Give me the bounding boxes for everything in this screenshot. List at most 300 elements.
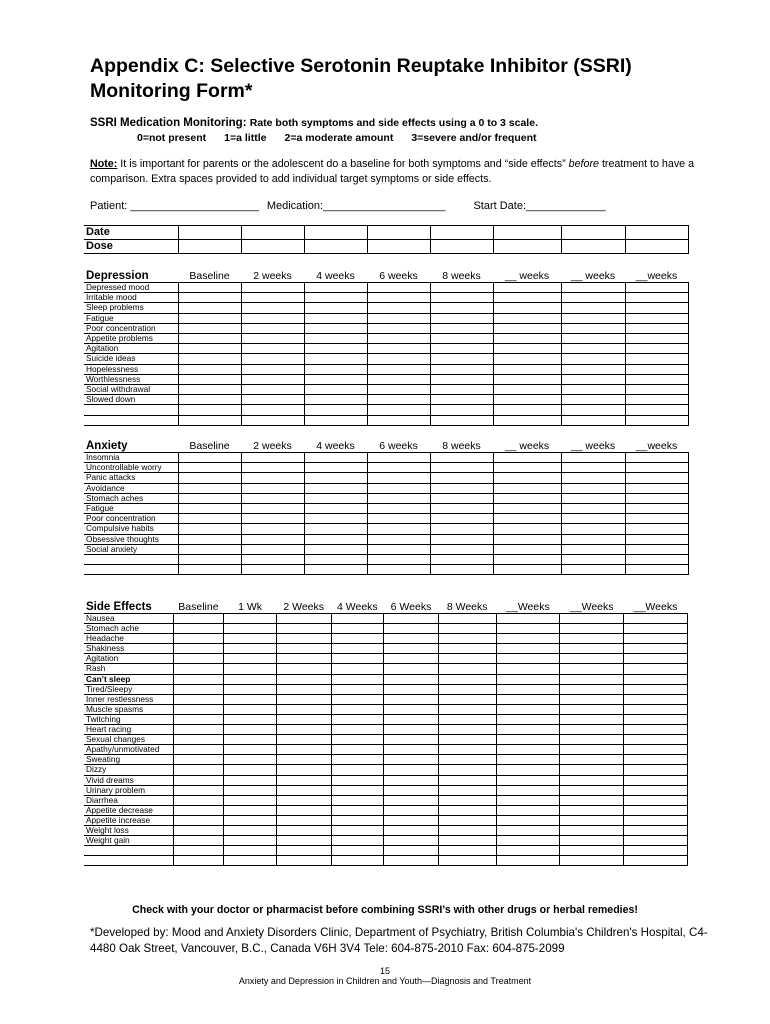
rating-cell[interactable]: [304, 385, 367, 395]
rating-cell[interactable]: [438, 684, 496, 694]
rating-cell[interactable]: [276, 674, 331, 684]
rating-cell[interactable]: [561, 364, 625, 374]
rating-cell[interactable]: [493, 323, 561, 333]
rating-cell[interactable]: [173, 785, 224, 795]
rating-cell[interactable]: [367, 405, 430, 415]
rating-cell[interactable]: [241, 483, 304, 493]
rating-cell[interactable]: [625, 453, 688, 463]
rating-cell[interactable]: [496, 846, 560, 856]
rating-cell[interactable]: [624, 745, 688, 755]
rating-cell[interactable]: [561, 303, 625, 313]
rating-cell[interactable]: [561, 385, 625, 395]
rating-cell[interactable]: [496, 755, 560, 765]
rating-cell[interactable]: [304, 453, 367, 463]
rating-cell[interactable]: [384, 795, 439, 805]
rating-cell[interactable]: [331, 644, 384, 654]
rating-cell[interactable]: [367, 544, 430, 554]
rating-cell[interactable]: [560, 856, 624, 866]
rating-cell[interactable]: [367, 514, 430, 524]
rating-cell[interactable]: [304, 463, 367, 473]
rating-cell[interactable]: [304, 395, 367, 405]
rating-cell[interactable]: [438, 775, 496, 785]
rating-cell[interactable]: [178, 283, 241, 293]
rating-cell[interactable]: [560, 624, 624, 634]
entry-cell[interactable]: [625, 240, 688, 254]
rating-cell[interactable]: [384, 674, 439, 684]
rating-cell[interactable]: [367, 395, 430, 405]
rating-cell[interactable]: [430, 493, 493, 503]
rating-cell[interactable]: [367, 334, 430, 344]
rating-cell[interactable]: [276, 694, 331, 704]
rating-cell[interactable]: [384, 856, 439, 866]
rating-cell[interactable]: [241, 385, 304, 395]
rating-cell[interactable]: [367, 555, 430, 565]
rating-cell[interactable]: [241, 303, 304, 313]
rating-cell[interactable]: [173, 664, 224, 674]
rating-cell[interactable]: [178, 483, 241, 493]
rating-cell[interactable]: [561, 493, 625, 503]
rating-cell[interactable]: [331, 755, 384, 765]
rating-cell[interactable]: [178, 524, 241, 534]
rating-cell[interactable]: [438, 644, 496, 654]
rating-cell[interactable]: [384, 836, 439, 846]
rating-cell[interactable]: [560, 836, 624, 846]
rating-cell[interactable]: [493, 524, 561, 534]
rating-cell[interactable]: [560, 664, 624, 674]
entry-cell[interactable]: [430, 240, 493, 254]
rating-cell[interactable]: [624, 634, 688, 644]
rating-cell[interactable]: [304, 334, 367, 344]
rating-cell[interactable]: [173, 755, 224, 765]
rating-cell[interactable]: [331, 745, 384, 755]
rating-cell[interactable]: [560, 674, 624, 684]
rating-cell[interactable]: [438, 825, 496, 835]
rating-cell[interactable]: [178, 453, 241, 463]
rating-cell[interactable]: [276, 644, 331, 654]
rating-cell[interactable]: [224, 775, 277, 785]
rating-cell[interactable]: [241, 555, 304, 565]
rating-cell[interactable]: [496, 825, 560, 835]
rating-cell[interactable]: [493, 453, 561, 463]
rating-cell[interactable]: [241, 364, 304, 374]
rating-cell[interactable]: [224, 684, 277, 694]
rating-cell[interactable]: [276, 775, 331, 785]
rating-cell[interactable]: [624, 785, 688, 795]
rating-cell[interactable]: [384, 815, 439, 825]
rating-cell[interactable]: [560, 735, 624, 745]
rating-cell[interactable]: [224, 664, 277, 674]
rating-cell[interactable]: [367, 293, 430, 303]
rating-cell[interactable]: [304, 283, 367, 293]
rating-cell[interactable]: [496, 815, 560, 825]
rating-cell[interactable]: [224, 765, 277, 775]
rating-cell[interactable]: [304, 354, 367, 364]
rating-cell[interactable]: [561, 524, 625, 534]
rating-cell[interactable]: [625, 514, 688, 524]
rating-cell[interactable]: [560, 644, 624, 654]
rating-cell[interactable]: [560, 805, 624, 815]
rating-cell[interactable]: [276, 846, 331, 856]
rating-cell[interactable]: [241, 293, 304, 303]
rating-cell[interactable]: [304, 344, 367, 354]
rating-cell[interactable]: [560, 775, 624, 785]
rating-cell[interactable]: [493, 354, 561, 364]
rating-cell[interactable]: [430, 565, 493, 575]
rating-cell[interactable]: [367, 354, 430, 364]
entry-cell[interactable]: [367, 226, 430, 240]
rating-cell[interactable]: [367, 415, 430, 425]
rating-cell[interactable]: [438, 755, 496, 765]
rating-cell[interactable]: [178, 303, 241, 313]
rating-cell[interactable]: [561, 283, 625, 293]
rating-cell[interactable]: [276, 765, 331, 775]
rating-cell[interactable]: [493, 544, 561, 554]
rating-cell[interactable]: [624, 714, 688, 724]
rating-cell[interactable]: [561, 323, 625, 333]
rating-cell[interactable]: [560, 614, 624, 624]
rating-cell[interactable]: [625, 354, 688, 364]
rating-cell[interactable]: [625, 415, 688, 425]
rating-cell[interactable]: [624, 755, 688, 765]
rating-cell[interactable]: [430, 534, 493, 544]
rating-cell[interactable]: [496, 735, 560, 745]
rating-cell[interactable]: [561, 483, 625, 493]
rating-cell[interactable]: [560, 825, 624, 835]
rating-cell[interactable]: [561, 374, 625, 384]
rating-cell[interactable]: [438, 664, 496, 674]
rating-cell[interactable]: [625, 385, 688, 395]
rating-cell[interactable]: [276, 664, 331, 674]
rating-cell[interactable]: [561, 534, 625, 544]
rating-cell[interactable]: [331, 654, 384, 664]
rating-cell[interactable]: [493, 364, 561, 374]
rating-cell[interactable]: [493, 293, 561, 303]
rating-cell[interactable]: [367, 493, 430, 503]
rating-cell[interactable]: [224, 624, 277, 634]
rating-cell[interactable]: [624, 674, 688, 684]
rating-cell[interactable]: [624, 644, 688, 654]
rating-cell[interactable]: [173, 775, 224, 785]
rating-cell[interactable]: [561, 453, 625, 463]
rating-cell[interactable]: [331, 634, 384, 644]
rating-cell[interactable]: [624, 846, 688, 856]
medication-field[interactable]: Medication:____________________: [266, 200, 446, 212]
rating-cell[interactable]: [430, 415, 493, 425]
rating-cell[interactable]: [430, 405, 493, 415]
rating-cell[interactable]: [384, 825, 439, 835]
rating-cell[interactable]: [430, 463, 493, 473]
rating-cell[interactable]: [276, 785, 331, 795]
rating-cell[interactable]: [430, 293, 493, 303]
rating-cell[interactable]: [384, 704, 439, 714]
entry-cell[interactable]: [367, 240, 430, 254]
rating-cell[interactable]: [331, 694, 384, 704]
rating-cell[interactable]: [493, 483, 561, 493]
rating-cell[interactable]: [304, 493, 367, 503]
rating-cell[interactable]: [560, 654, 624, 664]
rating-cell[interactable]: [241, 405, 304, 415]
rating-cell[interactable]: [624, 775, 688, 785]
rating-cell[interactable]: [438, 745, 496, 755]
rating-cell[interactable]: [561, 504, 625, 514]
rating-cell[interactable]: [224, 614, 277, 624]
rating-cell[interactable]: [438, 846, 496, 856]
rating-cell[interactable]: [178, 293, 241, 303]
rating-cell[interactable]: [178, 405, 241, 415]
rating-cell[interactable]: [384, 805, 439, 815]
rating-cell[interactable]: [367, 524, 430, 534]
rating-cell[interactable]: [438, 704, 496, 714]
rating-cell[interactable]: [493, 565, 561, 575]
rating-cell[interactable]: [384, 624, 439, 634]
rating-cell[interactable]: [331, 674, 384, 684]
rating-cell[interactable]: [560, 765, 624, 775]
rating-cell[interactable]: [493, 405, 561, 415]
rating-cell[interactable]: [430, 323, 493, 333]
rating-cell[interactable]: [384, 775, 439, 785]
rating-cell[interactable]: [331, 805, 384, 815]
rating-cell[interactable]: [430, 313, 493, 323]
rating-cell[interactable]: [625, 303, 688, 313]
rating-cell[interactable]: [173, 714, 224, 724]
rating-cell[interactable]: [367, 313, 430, 323]
rating-cell[interactable]: [561, 354, 625, 364]
rating-cell[interactable]: [493, 344, 561, 354]
rating-cell[interactable]: [173, 765, 224, 775]
rating-cell[interactable]: [178, 415, 241, 425]
rating-cell[interactable]: [496, 785, 560, 795]
entry-cell[interactable]: [304, 240, 367, 254]
rating-cell[interactable]: [173, 735, 224, 745]
rating-cell[interactable]: [224, 714, 277, 724]
rating-cell[interactable]: [430, 504, 493, 514]
rating-cell[interactable]: [384, 745, 439, 755]
rating-cell[interactable]: [560, 755, 624, 765]
rating-cell[interactable]: [496, 654, 560, 664]
rating-cell[interactable]: [384, 785, 439, 795]
rating-cell[interactable]: [241, 395, 304, 405]
rating-cell[interactable]: [384, 714, 439, 724]
rating-cell[interactable]: [241, 415, 304, 425]
rating-cell[interactable]: [496, 795, 560, 805]
rating-cell[interactable]: [367, 323, 430, 333]
rating-cell[interactable]: [173, 624, 224, 634]
rating-cell[interactable]: [331, 704, 384, 714]
rating-cell[interactable]: [624, 765, 688, 775]
start-date-field[interactable]: Start Date:_____________: [473, 200, 606, 212]
rating-cell[interactable]: [241, 524, 304, 534]
rating-cell[interactable]: [304, 293, 367, 303]
rating-cell[interactable]: [241, 313, 304, 323]
rating-cell[interactable]: [561, 555, 625, 565]
rating-cell[interactable]: [384, 694, 439, 704]
rating-cell[interactable]: [304, 473, 367, 483]
rating-cell[interactable]: [178, 514, 241, 524]
rating-cell[interactable]: [496, 805, 560, 815]
rating-cell[interactable]: [173, 805, 224, 815]
rating-cell[interactable]: [178, 493, 241, 503]
rating-cell[interactable]: [304, 374, 367, 384]
rating-cell[interactable]: [384, 644, 439, 654]
rating-cell[interactable]: [625, 473, 688, 483]
rating-cell[interactable]: [224, 745, 277, 755]
rating-cell[interactable]: [241, 323, 304, 333]
rating-cell[interactable]: [178, 565, 241, 575]
rating-cell[interactable]: [625, 555, 688, 565]
entry-cell[interactable]: [241, 240, 304, 254]
rating-cell[interactable]: [276, 755, 331, 765]
rating-cell[interactable]: [625, 283, 688, 293]
rating-cell[interactable]: [561, 473, 625, 483]
rating-cell[interactable]: [173, 795, 224, 805]
rating-cell[interactable]: [367, 283, 430, 293]
rating-cell[interactable]: [496, 704, 560, 714]
rating-cell[interactable]: [173, 644, 224, 654]
rating-cell[interactable]: [625, 405, 688, 415]
rating-cell[interactable]: [493, 463, 561, 473]
rating-cell[interactable]: [367, 565, 430, 575]
rating-cell[interactable]: [304, 323, 367, 333]
rating-cell[interactable]: [173, 745, 224, 755]
rating-cell[interactable]: [173, 846, 224, 856]
rating-cell[interactable]: [625, 323, 688, 333]
rating-cell[interactable]: [625, 524, 688, 534]
rating-cell[interactable]: [178, 334, 241, 344]
rating-cell[interactable]: [367, 473, 430, 483]
rating-cell[interactable]: [625, 504, 688, 514]
rating-cell[interactable]: [276, 805, 331, 815]
rating-cell[interactable]: [561, 313, 625, 323]
rating-cell[interactable]: [276, 614, 331, 624]
rating-cell[interactable]: [304, 303, 367, 313]
rating-cell[interactable]: [224, 755, 277, 765]
rating-cell[interactable]: [430, 283, 493, 293]
rating-cell[interactable]: [438, 815, 496, 825]
rating-cell[interactable]: [304, 565, 367, 575]
rating-cell[interactable]: [624, 624, 688, 634]
entry-cell[interactable]: [304, 226, 367, 240]
rating-cell[interactable]: [493, 504, 561, 514]
rating-cell[interactable]: [224, 725, 277, 735]
rating-cell[interactable]: [561, 293, 625, 303]
rating-cell[interactable]: [625, 374, 688, 384]
rating-cell[interactable]: [276, 745, 331, 755]
rating-cell[interactable]: [438, 634, 496, 644]
rating-cell[interactable]: [438, 694, 496, 704]
rating-cell[interactable]: [173, 725, 224, 735]
rating-cell[interactable]: [173, 674, 224, 684]
rating-cell[interactable]: [331, 815, 384, 825]
rating-cell[interactable]: [331, 735, 384, 745]
rating-cell[interactable]: [624, 815, 688, 825]
rating-cell[interactable]: [493, 493, 561, 503]
rating-cell[interactable]: [331, 836, 384, 846]
rating-cell[interactable]: [241, 453, 304, 463]
rating-cell[interactable]: [625, 565, 688, 575]
rating-cell[interactable]: [367, 534, 430, 544]
rating-cell[interactable]: [331, 765, 384, 775]
rating-cell[interactable]: [384, 765, 439, 775]
rating-cell[interactable]: [625, 364, 688, 374]
rating-cell[interactable]: [438, 805, 496, 815]
rating-cell[interactable]: [178, 473, 241, 483]
rating-cell[interactable]: [496, 644, 560, 654]
rating-cell[interactable]: [496, 634, 560, 644]
rating-cell[interactable]: [224, 644, 277, 654]
rating-cell[interactable]: [561, 544, 625, 554]
rating-cell[interactable]: [493, 385, 561, 395]
rating-cell[interactable]: [384, 654, 439, 664]
rating-cell[interactable]: [625, 544, 688, 554]
rating-cell[interactable]: [438, 654, 496, 664]
rating-cell[interactable]: [430, 303, 493, 313]
rating-cell[interactable]: [241, 504, 304, 514]
rating-cell[interactable]: [224, 795, 277, 805]
rating-cell[interactable]: [493, 313, 561, 323]
rating-cell[interactable]: [276, 684, 331, 694]
rating-cell[interactable]: [178, 534, 241, 544]
rating-cell[interactable]: [331, 785, 384, 795]
rating-cell[interactable]: [241, 473, 304, 483]
rating-cell[interactable]: [625, 334, 688, 344]
rating-cell[interactable]: [178, 385, 241, 395]
rating-cell[interactable]: [173, 694, 224, 704]
rating-cell[interactable]: [331, 825, 384, 835]
rating-cell[interactable]: [493, 395, 561, 405]
rating-cell[interactable]: [331, 684, 384, 694]
rating-cell[interactable]: [560, 714, 624, 724]
rating-cell[interactable]: [624, 856, 688, 866]
entry-cell[interactable]: [625, 226, 688, 240]
rating-cell[interactable]: [430, 344, 493, 354]
rating-cell[interactable]: [173, 704, 224, 714]
rating-cell[interactable]: [561, 395, 625, 405]
rating-cell[interactable]: [367, 483, 430, 493]
rating-cell[interactable]: [367, 453, 430, 463]
rating-cell[interactable]: [173, 614, 224, 624]
rating-cell[interactable]: [224, 805, 277, 815]
rating-cell[interactable]: [560, 815, 624, 825]
rating-cell[interactable]: [224, 674, 277, 684]
rating-cell[interactable]: [304, 364, 367, 374]
rating-cell[interactable]: [384, 614, 439, 624]
rating-cell[interactable]: [173, 654, 224, 664]
rating-cell[interactable]: [367, 385, 430, 395]
rating-cell[interactable]: [304, 483, 367, 493]
rating-cell[interactable]: [496, 765, 560, 775]
rating-cell[interactable]: [384, 684, 439, 694]
rating-cell[interactable]: [624, 825, 688, 835]
entry-cell[interactable]: [430, 226, 493, 240]
rating-cell[interactable]: [276, 856, 331, 866]
rating-cell[interactable]: [331, 775, 384, 785]
rating-cell[interactable]: [276, 654, 331, 664]
rating-cell[interactable]: [561, 334, 625, 344]
rating-cell[interactable]: [493, 334, 561, 344]
rating-cell[interactable]: [178, 544, 241, 554]
rating-cell[interactable]: [178, 313, 241, 323]
rating-cell[interactable]: [224, 704, 277, 714]
rating-cell[interactable]: [625, 395, 688, 405]
rating-cell[interactable]: [430, 544, 493, 554]
rating-cell[interactable]: [276, 634, 331, 644]
rating-cell[interactable]: [493, 514, 561, 524]
rating-cell[interactable]: [560, 634, 624, 644]
rating-cell[interactable]: [496, 694, 560, 704]
rating-cell[interactable]: [430, 473, 493, 483]
rating-cell[interactable]: [367, 374, 430, 384]
rating-cell[interactable]: [561, 415, 625, 425]
